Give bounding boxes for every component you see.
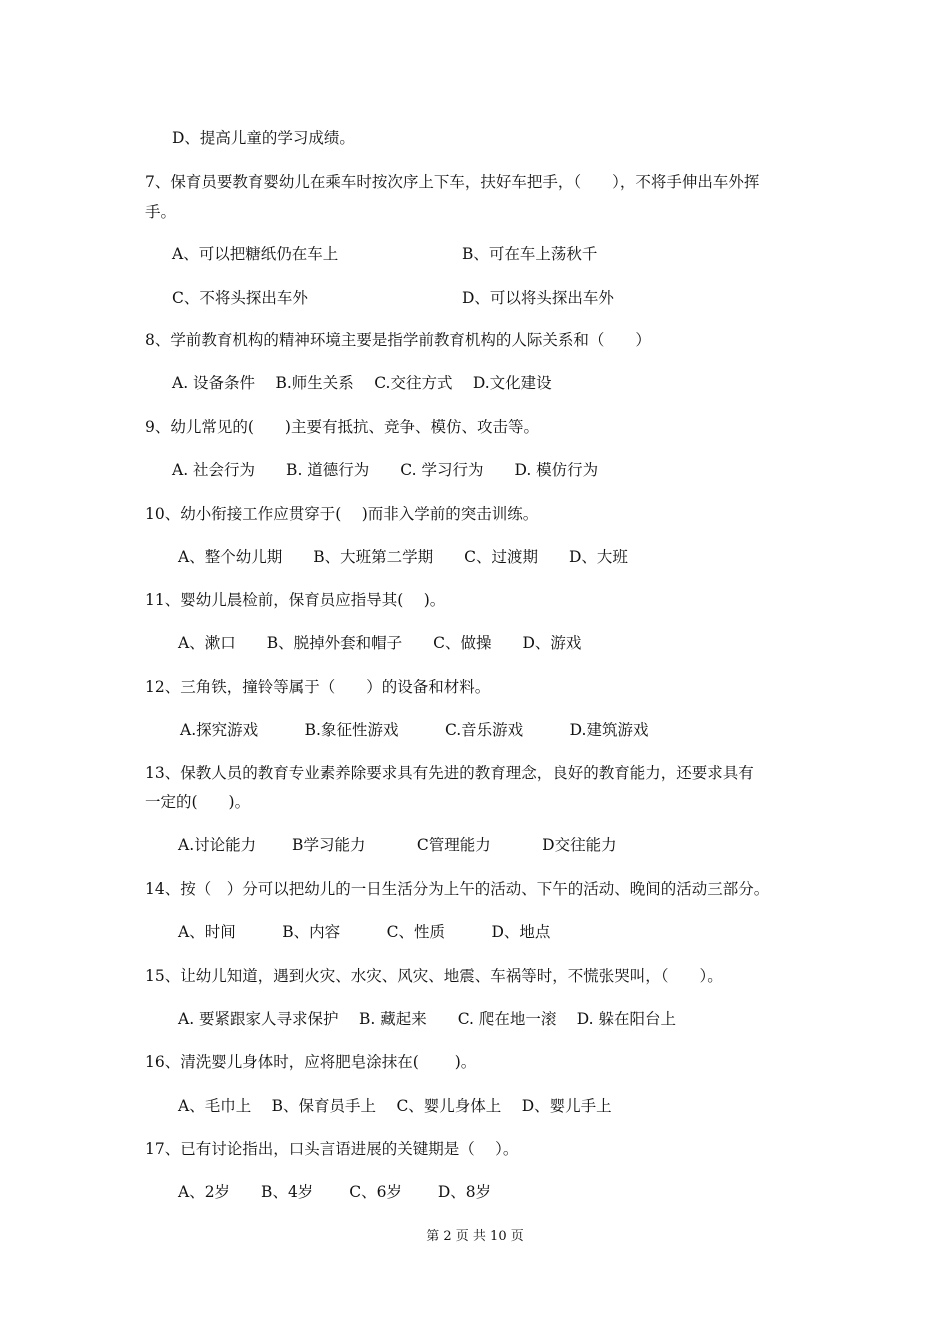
options-11: A、漱口 B、脱掉外套和帽子 C、做操 D、游戏 [178, 634, 582, 652]
question-16: 16、清洗婴儿身体时，应将肥皂涂抹在( )。 [145, 1053, 477, 1071]
option-7c: C、不将头探出车外 [172, 289, 308, 307]
question-15: 15、让幼儿知道，遇到火灾、水灾、风灾、地震、车祸等时，不慌张哭叫，（ ）。 [145, 967, 723, 985]
question-8: 8、学前教育机构的精神环境主要是指学前教育机构的人际关系和（ ） [145, 331, 651, 349]
question-7-cont: 手。 [145, 203, 177, 221]
question-10: 10、幼小衔接工作应贯穿于( )而非入学前的突击训练。 [145, 505, 539, 523]
options-17: A、2岁 B、4岁 C、6岁 D、8岁 [178, 1183, 492, 1201]
options-8: A. 设备条件 B.师生关系 C.交往方式 D.文化建设 [172, 374, 552, 392]
question-17: 17、已有讨论指出，口头言语进展的关键期是（ ）。 [145, 1140, 519, 1158]
question-12: 12、三角铁，撞铃等属于（ ）的设备和材料。 [145, 678, 491, 696]
options-10: A、整个幼儿期 B、大班第二学期 C、过渡期 D、大班 [178, 548, 628, 566]
question-13: 13、保教人员的教育专业素养除要求具有先进的教育理念，良好的教育能力，还要求具有 [145, 764, 754, 782]
options-15: A. 要紧跟家人寻求保护 B. 藏起来 C. 爬在地一滚 D. 躲在阳台上 [178, 1010, 677, 1028]
options-13: A.讨论能力 B学习能力 C管理能力 D交往能力 [178, 836, 617, 854]
option-7a: A、可以把糖纸仍在车上 [172, 245, 339, 263]
options-12: A.探究游戏 B.象征性游戏 C.音乐游戏 D.建筑游戏 [180, 721, 649, 739]
option-6d: D、提高儿童的学习成绩。 [172, 129, 355, 147]
question-7: 7、保育员要教育婴幼儿在乘车时按次序上下车，扶好车把手，（ ），不将手伸出车外挥 [145, 173, 760, 191]
question-9: 9、幼儿常见的( )主要有抵抗、竞争、模仿、攻击等。 [145, 418, 539, 436]
options-9: A. 社会行为 B. 道德行为 C. 学习行为 D. 模仿行为 [172, 461, 599, 479]
options-14: A、时间 B、内容 C、性质 D、地点 [178, 923, 551, 941]
options-16: A、毛巾上 B、保育员手上 C、婴儿身体上 D、婴儿手上 [178, 1097, 612, 1115]
option-7d: D、可以将头探出车外 [462, 289, 614, 307]
page-footer: 第 2 页 共 10 页 [426, 1229, 524, 1244]
question-11: 11、婴幼儿晨检前，保育员应指导其( )。 [145, 591, 446, 609]
option-7b: B、可在车上荡秋千 [462, 245, 598, 263]
question-14: 14、按（ ）分可以把幼儿的一日生活分为上午的活动、下午的活动、晚间的活动三部分。 [145, 880, 770, 898]
question-13-cont: 一定的( )。 [145, 793, 251, 811]
